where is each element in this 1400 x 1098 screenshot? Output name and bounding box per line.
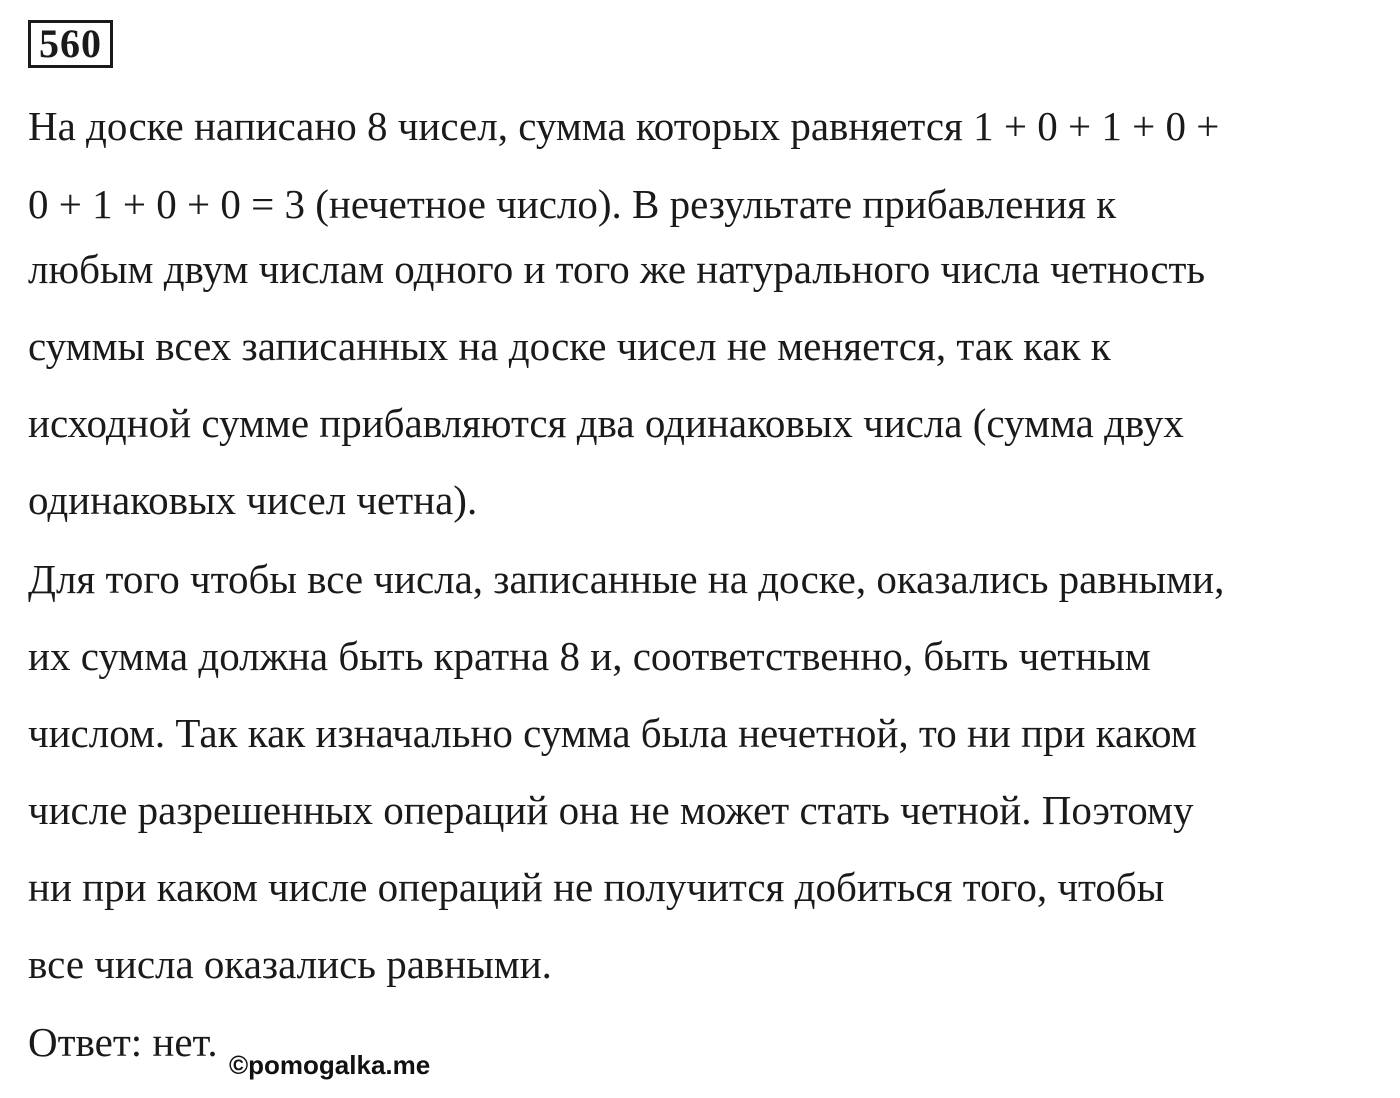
text-line: На доске написано 8 чисел, сумма которых равняется 1 + 0 + 1 + 0 +	[28, 103, 1220, 149]
answer-line: Ответ: нет.	[28, 1019, 218, 1065]
text-line: их сумма должна быть кратна 8 и, соответственно, быть четным	[28, 633, 1151, 679]
text-line: 0 + 1 + 0 + 0 = 3 (нечетное число). В результате прибавления к	[28, 181, 1117, 227]
text-line: числе разрешенных операций она не может стать четной. Поэтому	[28, 787, 1194, 833]
text-line: числом. Так как изначально сумма была нечетной, то ни при каком	[28, 710, 1197, 756]
watermark: ©pomogalka.me	[229, 1050, 431, 1080]
text-line: все числа оказались равными.	[28, 941, 552, 987]
text-line: одинаковых чисел четна).	[28, 477, 478, 523]
text-line: любым двум числам одного и того же натурального числа четность	[28, 246, 1206, 292]
text-line: суммы всех записанных на доске чисел не меняется, так как к	[28, 323, 1111, 369]
text-line: Для того чтобы все числа, записанные на доске, оказались равными,	[28, 556, 1225, 602]
text-line: ни при каком числе операций не получится добиться того, чтобы	[28, 864, 1165, 910]
text-line: исходной сумме прибавляются два одинаковых числа (сумма двух	[28, 400, 1184, 446]
problem-number-box: 560	[28, 20, 113, 68]
